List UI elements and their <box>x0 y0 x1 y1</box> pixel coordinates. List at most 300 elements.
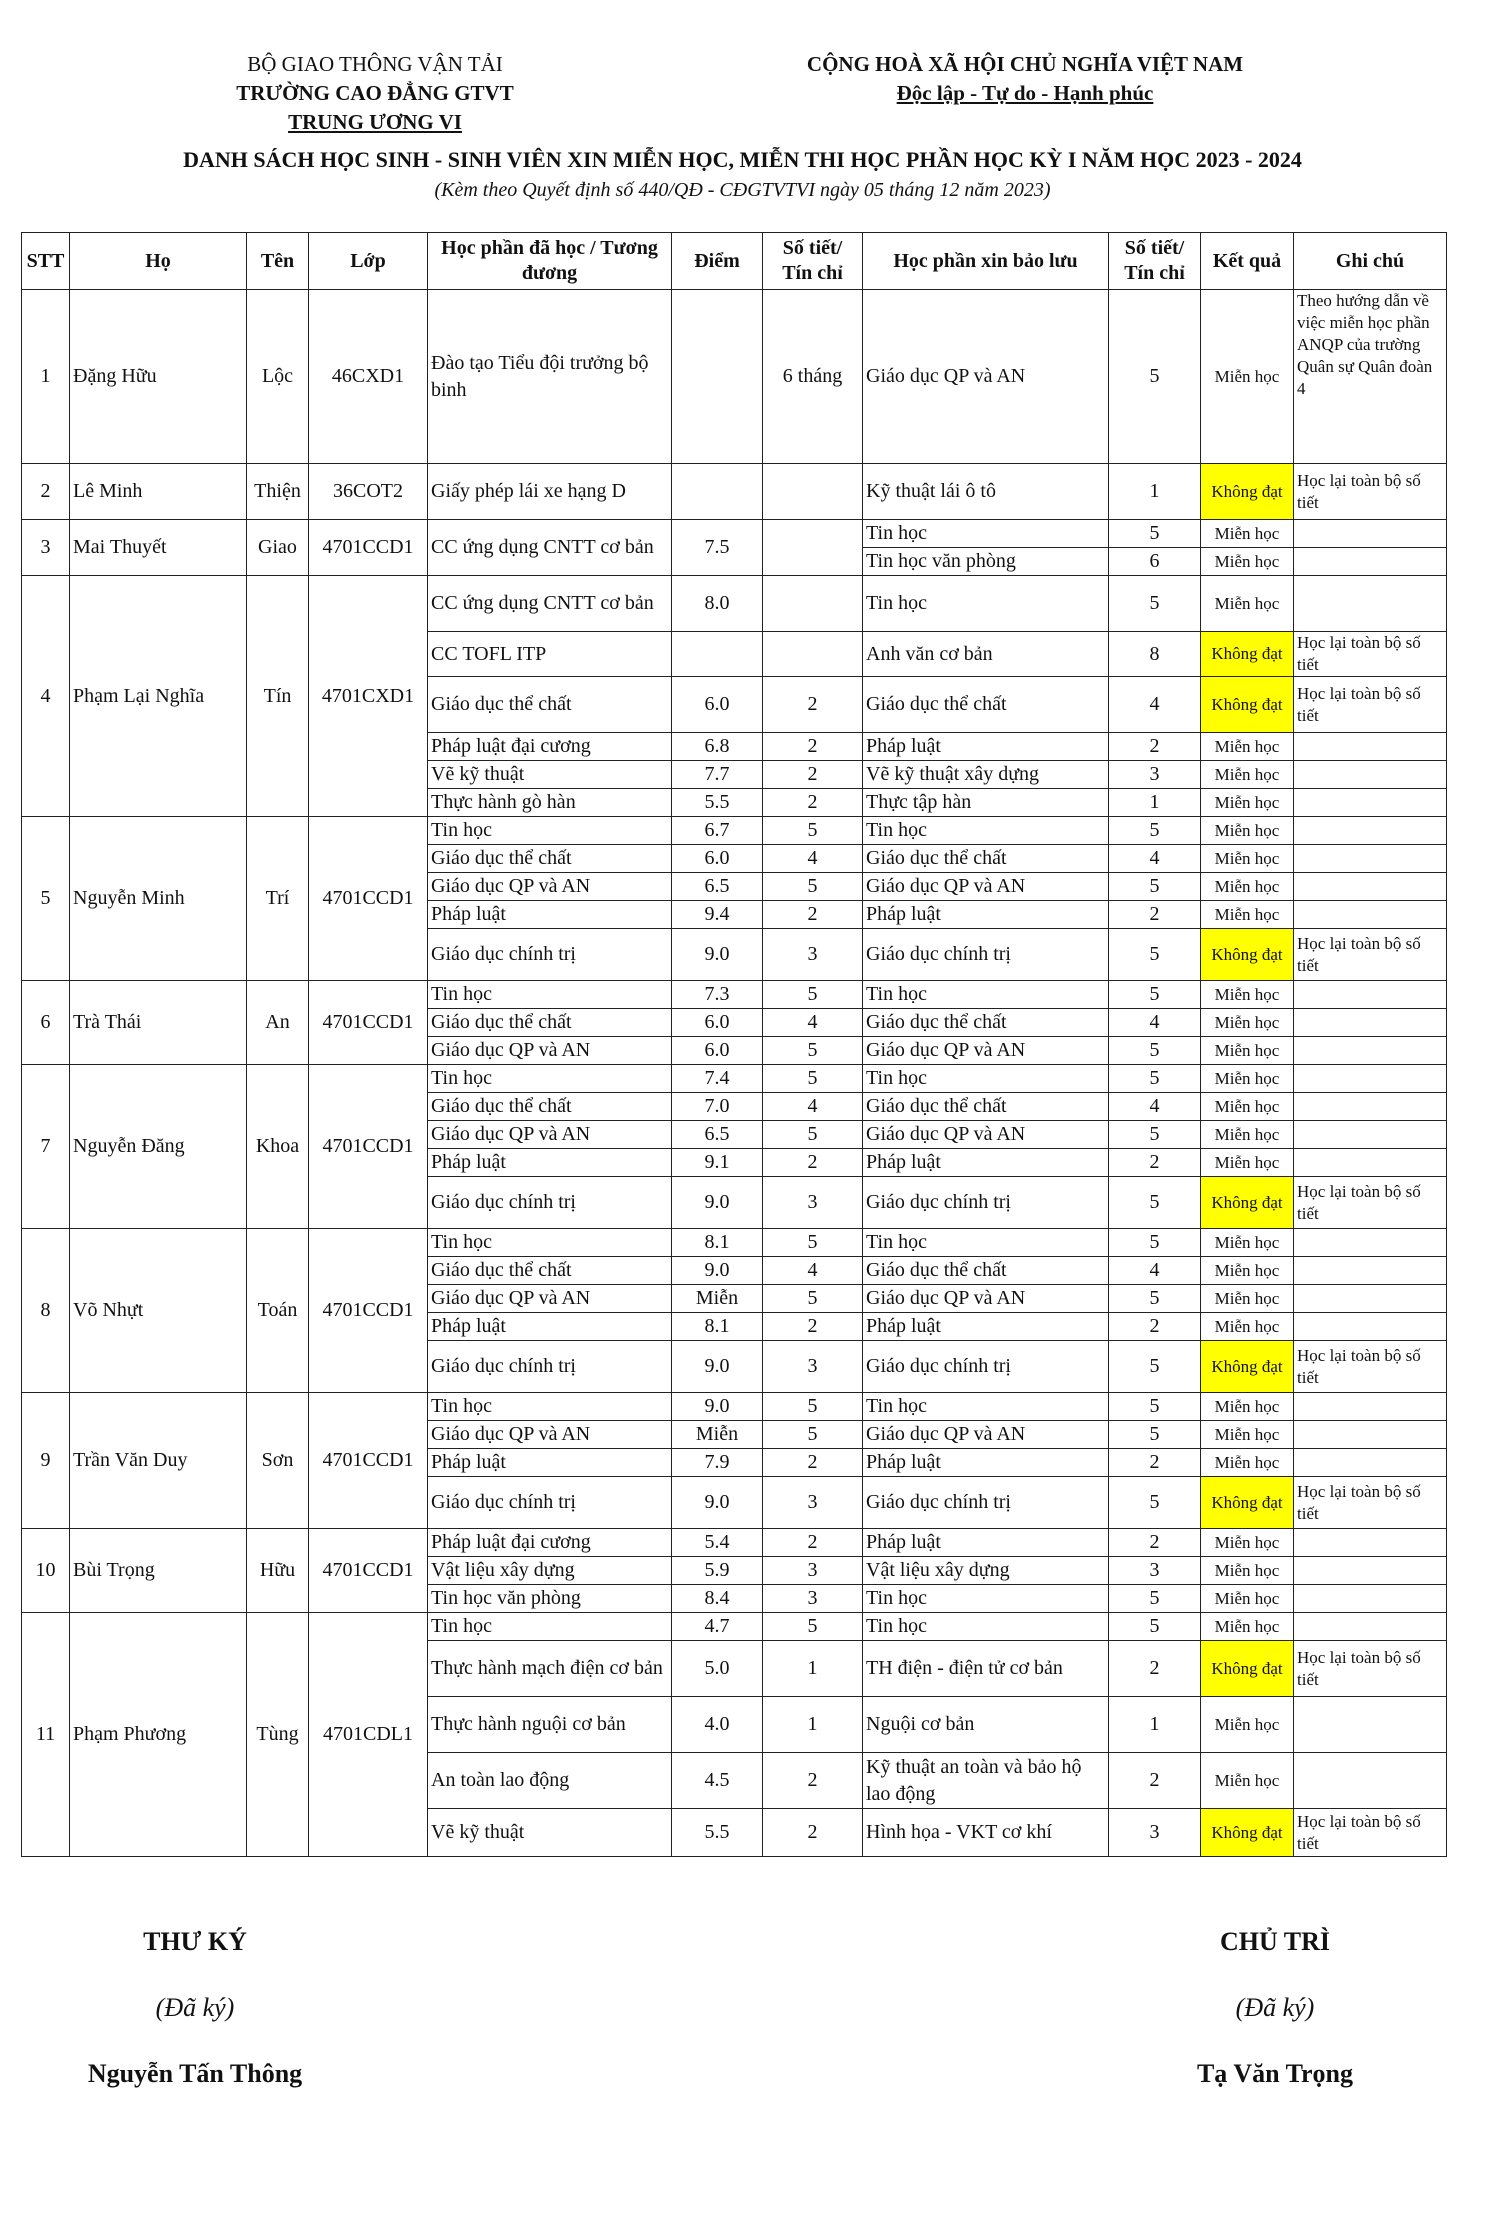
reserved-credits: 4 <box>1109 1009 1201 1037</box>
course-credits: 4 <box>763 845 863 873</box>
course-credits: 5 <box>763 1121 863 1149</box>
reserved-credits: 5 <box>1109 981 1201 1009</box>
result-badge: Miễn học <box>1201 981 1294 1009</box>
result-badge: Miễn học <box>1201 1393 1294 1421</box>
reserved-course: Pháp luật <box>863 1149 1109 1177</box>
note-cell <box>1294 873 1447 901</box>
result-badge: Miễn học <box>1201 761 1294 789</box>
reserved-course: Giáo dục chính trị <box>863 929 1109 981</box>
ministry-name: BỘ GIAO THÔNG VẬN TẢI <box>247 52 503 76</box>
course-score: 6.5 <box>672 1121 763 1149</box>
result-badge: Không đạt <box>1201 929 1294 981</box>
note-cell <box>1294 1285 1447 1313</box>
student-stt: 8 <box>22 1229 70 1393</box>
reserved-course: Tin học <box>863 1613 1109 1641</box>
result-badge: Miễn học <box>1201 1753 1294 1809</box>
col-ten: Tên <box>247 233 309 290</box>
result-badge: Miễn học <box>1201 1009 1294 1037</box>
reserved-course: Giáo dục chính trị <box>863 1477 1109 1529</box>
completed-course: Giáo dục chính trị <box>428 929 672 981</box>
reserved-course: Giáo dục thể chất <box>863 1093 1109 1121</box>
reserved-credits: 5 <box>1109 873 1201 901</box>
student-class: 4701CCD1 <box>309 817 428 981</box>
reserved-course: Giáo dục QP và AN <box>863 1037 1109 1065</box>
result-badge: Không đạt <box>1201 1477 1294 1529</box>
completed-course: Pháp luật <box>428 1149 672 1177</box>
completed-course: Tin học <box>428 1229 672 1257</box>
table-row <box>22 1229 1447 1257</box>
course-score: 9.0 <box>672 1257 763 1285</box>
completed-course: Pháp luật <box>428 1449 672 1477</box>
course-credits <box>763 520 863 576</box>
reserved-credits: 5 <box>1109 576 1201 632</box>
col-hoc-phan-da-hoc: Học phần đã học / Tương đương <box>428 233 672 290</box>
result-badge: Miễn học <box>1201 1313 1294 1341</box>
result-badge: Không đạt <box>1201 464 1294 520</box>
result-badge: Miễn học <box>1201 1557 1294 1585</box>
student-class: 4701CCD1 <box>309 1393 428 1529</box>
note-cell: Học lại toàn bộ số tiết <box>1294 1341 1447 1393</box>
reserved-credits: 5 <box>1109 1229 1201 1257</box>
completed-course: An toàn lao động <box>428 1753 672 1809</box>
course-score: 9.0 <box>672 1393 763 1421</box>
reserved-credits: 3 <box>1109 761 1201 789</box>
course-credits: 5 <box>763 981 863 1009</box>
reserved-credits: 5 <box>1109 1121 1201 1149</box>
note-cell <box>1294 1313 1447 1341</box>
student-class: 4701CCD1 <box>309 520 428 576</box>
col-ho: Họ <box>70 233 247 290</box>
reserved-course: Kỹ thuật an toàn và bảo hộ lao động <box>863 1753 1109 1809</box>
course-credits: 1 <box>763 1641 863 1697</box>
reserved-course: Giáo dục thể chất <box>863 1009 1109 1037</box>
course-credits: 2 <box>763 1449 863 1477</box>
reserved-credits: 5 <box>1109 1477 1201 1529</box>
completed-course: Tin học <box>428 1613 672 1641</box>
reserved-course: Pháp luật <box>863 1313 1109 1341</box>
reserved-course: Tin học <box>863 520 1109 548</box>
course-score: 9.1 <box>672 1149 763 1177</box>
course-credits: 2 <box>763 1149 863 1177</box>
reserved-credits: 5 <box>1109 520 1201 548</box>
completed-course: Giáo dục chính trị <box>428 1177 672 1229</box>
header-right <box>720 50 1330 108</box>
reserved-credits: 5 <box>1109 929 1201 981</box>
note-cell <box>1294 1037 1447 1065</box>
reserved-credits: 5 <box>1109 290 1201 464</box>
result-badge: Miễn học <box>1201 817 1294 845</box>
result-badge: Miễn học <box>1201 1093 1294 1121</box>
course-credits: 5 <box>763 873 863 901</box>
course-credits: 6 tháng <box>763 290 863 464</box>
reserved-credits: 3 <box>1109 1557 1201 1585</box>
note-cell <box>1294 789 1447 817</box>
reserved-credits: 5 <box>1109 1613 1201 1641</box>
course-score <box>672 290 763 464</box>
note-cell <box>1294 1421 1447 1449</box>
reserved-course: Pháp luật <box>863 733 1109 761</box>
reserved-course: Pháp luật <box>863 1449 1109 1477</box>
result-badge: Miễn học <box>1201 1149 1294 1177</box>
course-credits: 5 <box>763 1393 863 1421</box>
note-cell <box>1294 576 1447 632</box>
reserved-course: Tin học văn phòng <box>863 548 1109 576</box>
reserved-course: TH điện - điện tử cơ bản <box>863 1641 1109 1697</box>
note-cell <box>1294 901 1447 929</box>
student-family-name: Nguyễn Đăng <box>70 1065 247 1229</box>
note-cell <box>1294 1753 1447 1809</box>
completed-course: CC ứng dụng CNTT cơ bản <box>428 520 672 576</box>
note-cell <box>1294 1229 1447 1257</box>
col-so-tiet-2: Số tiết/ Tín chỉ <box>1109 233 1201 290</box>
note-cell: Theo hướng dẫn về việc miễn học phần ANQP của trường Quân sự Quân đoàn 4 <box>1294 290 1447 464</box>
course-score: 7.3 <box>672 981 763 1009</box>
student-family-name: Đặng Hữu <box>70 290 247 464</box>
student-stt: 11 <box>22 1613 70 1857</box>
completed-course: Vẽ kỹ thuật <box>428 761 672 789</box>
table-row <box>22 1065 1447 1093</box>
reserved-credits: 2 <box>1109 1641 1201 1697</box>
result-badge: Không đạt <box>1201 632 1294 677</box>
reserved-course: Vật liệu xây dựng <box>863 1557 1109 1585</box>
student-class: 4701CCD1 <box>309 1529 428 1613</box>
student-given-name: Sơn <box>247 1393 309 1529</box>
reserved-course: Tin học <box>863 1393 1109 1421</box>
table-header-row <box>22 233 1447 290</box>
result-badge: Miễn học <box>1201 1285 1294 1313</box>
col-lop: Lớp <box>309 233 428 290</box>
student-family-name: Mai Thuyết <box>70 520 247 576</box>
student-given-name: Lộc <box>247 290 309 464</box>
course-score: 5.0 <box>672 1641 763 1697</box>
completed-course: Tin học <box>428 981 672 1009</box>
completed-course: CC TOFL ITP <box>428 632 672 677</box>
student-given-name: An <box>247 981 309 1065</box>
result-badge: Miễn học <box>1201 290 1294 464</box>
result-badge: Miễn học <box>1201 520 1294 548</box>
completed-course: Tin học văn phòng <box>428 1585 672 1613</box>
student-given-name: Giao <box>247 520 309 576</box>
reserved-course: Pháp luật <box>863 901 1109 929</box>
course-credits: 2 <box>763 1753 863 1809</box>
result-badge: Miễn học <box>1201 1037 1294 1065</box>
course-score: 7.4 <box>672 1065 763 1093</box>
table-row <box>22 1393 1447 1421</box>
completed-course: Vật liệu xây dựng <box>428 1557 672 1585</box>
course-score: 5.9 <box>672 1557 763 1585</box>
national-title: CỘNG HOÀ XÃ HỘI CHỦ NGHĨA VIỆT NAM <box>806 52 1244 76</box>
reserved-credits: 2 <box>1109 1529 1201 1557</box>
col-stt: STT <box>22 233 70 290</box>
course-score: 8.1 <box>672 1313 763 1341</box>
reserved-course: Giáo dục chính trị <box>863 1177 1109 1229</box>
course-credits: 3 <box>763 1177 863 1229</box>
course-credits: 5 <box>763 1037 863 1065</box>
reserved-credits: 5 <box>1109 1037 1201 1065</box>
reserved-credits: 2 <box>1109 733 1201 761</box>
course-score: 6.8 <box>672 733 763 761</box>
student-stt: 10 <box>22 1529 70 1613</box>
note-cell <box>1294 981 1447 1009</box>
course-score: 4.7 <box>672 1613 763 1641</box>
course-credits: 2 <box>763 733 863 761</box>
reserved-course: Vẽ kỹ thuật xây dựng <box>863 761 1109 789</box>
result-badge: Miễn học <box>1201 1613 1294 1641</box>
course-credits <box>763 464 863 520</box>
note-cell <box>1294 1697 1447 1753</box>
course-credits <box>763 632 863 677</box>
reserved-course: Giáo dục QP và AN <box>863 1421 1109 1449</box>
completed-course: Pháp luật đại cương <box>428 733 672 761</box>
reserved-course: Giáo dục QP và AN <box>863 290 1109 464</box>
student-class: 4701CDL1 <box>309 1613 428 1857</box>
course-credits: 2 <box>763 789 863 817</box>
signature-left <box>30 1927 360 2089</box>
note-cell <box>1294 1613 1447 1641</box>
course-score: 6.5 <box>672 873 763 901</box>
school-region: TRUNG ƯƠNG VI <box>288 110 462 134</box>
note-cell <box>1294 1585 1447 1613</box>
school-name: TRƯỜNG CAO ĐẲNG GTVT <box>236 81 514 105</box>
national-motto: Độc lập - Tự do - Hạnh phúc <box>896 81 1154 105</box>
completed-course: Giáo dục QP và AN <box>428 873 672 901</box>
course-score: 7.9 <box>672 1449 763 1477</box>
completed-course: Giáo dục QP và AN <box>428 1037 672 1065</box>
course-credits: 5 <box>763 1421 863 1449</box>
course-credits: 3 <box>763 929 863 981</box>
reserved-course: Tin học <box>863 1229 1109 1257</box>
result-badge: Không đạt <box>1201 1341 1294 1393</box>
result-badge: Không đạt <box>1201 677 1294 733</box>
course-credits <box>763 576 863 632</box>
reserved-course: Giáo dục thể chất <box>863 1257 1109 1285</box>
note-cell <box>1294 1149 1447 1177</box>
student-class: 46CXD1 <box>309 290 428 464</box>
student-family-name: Phạm Phương <box>70 1613 247 1857</box>
course-score: 8.4 <box>672 1585 763 1613</box>
reserved-credits: 6 <box>1109 548 1201 576</box>
reserved-credits: 2 <box>1109 1313 1201 1341</box>
student-class: 4701CCD1 <box>309 1065 428 1229</box>
table-row <box>22 817 1447 845</box>
course-credits: 5 <box>763 1285 863 1313</box>
completed-course: Tin học <box>428 1065 672 1093</box>
reserved-credits: 2 <box>1109 901 1201 929</box>
note-cell: Học lại toàn bộ số tiết <box>1294 677 1447 733</box>
course-credits: 5 <box>763 817 863 845</box>
chair-role: CHỦ TRÌ <box>1219 1927 1331 1956</box>
completed-course: CC ứng dụng CNTT cơ bản <box>428 576 672 632</box>
course-score: 9.4 <box>672 901 763 929</box>
table-row <box>22 1529 1447 1557</box>
course-score: 4.0 <box>672 1697 763 1753</box>
header-left <box>140 50 610 137</box>
student-given-name: Khoa <box>247 1065 309 1229</box>
course-credits: 4 <box>763 1257 863 1285</box>
col-hoc-phan-bao-luu: Học phần xin bảo lưu <box>863 233 1109 290</box>
course-score: 7.7 <box>672 761 763 789</box>
note-cell: Học lại toàn bộ số tiết <box>1294 1641 1447 1697</box>
course-credits: 2 <box>763 1809 863 1857</box>
reserved-course: Giáo dục chính trị <box>863 1341 1109 1393</box>
col-ghi-chu: Ghi chú <box>1294 233 1447 290</box>
note-cell <box>1294 1093 1447 1121</box>
student-stt: 6 <box>22 981 70 1065</box>
completed-course: Vẽ kỹ thuật <box>428 1809 672 1857</box>
reserved-credits: 5 <box>1109 1585 1201 1613</box>
table-body <box>22 290 1447 1857</box>
student-given-name: Trí <box>247 817 309 981</box>
result-badge: Miễn học <box>1201 1257 1294 1285</box>
note-cell: Học lại toàn bộ số tiết <box>1294 1477 1447 1529</box>
reserved-course: Giáo dục QP và AN <box>863 873 1109 901</box>
course-score: 5.4 <box>672 1529 763 1557</box>
course-score: 7.5 <box>672 520 763 576</box>
reserved-course: Tin học <box>863 981 1109 1009</box>
course-credits: 2 <box>763 901 863 929</box>
student-stt: 9 <box>22 1393 70 1529</box>
result-badge: Miễn học <box>1201 1585 1294 1613</box>
chair-signed: (Đã ký) <box>1235 1993 1315 2022</box>
note-cell <box>1294 1529 1447 1557</box>
course-score: 9.0 <box>672 1177 763 1229</box>
reserved-course: Kỹ thuật lái ô tô <box>863 464 1109 520</box>
note-cell <box>1294 1449 1447 1477</box>
completed-course: Giấy phép lái xe hạng D <box>428 464 672 520</box>
student-family-name: Phạm Lại Nghĩa <box>70 576 247 817</box>
reserved-course: Tin học <box>863 576 1109 632</box>
student-family-name: Trần Văn Duy <box>70 1393 247 1529</box>
student-given-name: Thiện <box>247 464 309 520</box>
course-score: 6.0 <box>672 1037 763 1065</box>
course-credits: 5 <box>763 1065 863 1093</box>
result-badge: Không đạt <box>1201 1641 1294 1697</box>
course-score: 9.0 <box>672 1341 763 1393</box>
table-row <box>22 290 1447 464</box>
result-badge: Miễn học <box>1201 548 1294 576</box>
reserved-credits: 2 <box>1109 1449 1201 1477</box>
secretary-role: THƯ KÝ <box>143 1927 247 1956</box>
table-row <box>22 1613 1447 1641</box>
reserved-credits: 2 <box>1109 1753 1201 1809</box>
note-cell <box>1294 761 1447 789</box>
course-score <box>672 464 763 520</box>
course-credits: 3 <box>763 1341 863 1393</box>
result-badge: Miễn học <box>1201 1697 1294 1753</box>
student-class: 4701CCD1 <box>309 981 428 1065</box>
note-cell <box>1294 1121 1447 1149</box>
course-score: 6.0 <box>672 1009 763 1037</box>
completed-course: Thực hành gò hàn <box>428 789 672 817</box>
note-cell: Học lại toàn bộ số tiết <box>1294 632 1447 677</box>
result-badge: Miễn học <box>1201 576 1294 632</box>
reserved-course: Thực tập hàn <box>863 789 1109 817</box>
note-cell <box>1294 548 1447 576</box>
student-stt: 3 <box>22 520 70 576</box>
reserved-course: Tin học <box>863 1065 1109 1093</box>
result-badge: Không đạt <box>1201 1177 1294 1229</box>
course-score: 5.5 <box>672 789 763 817</box>
note-cell <box>1294 733 1447 761</box>
course-score: 6.0 <box>672 845 763 873</box>
completed-course: Đào tạo Tiểu đội trưởng bộ binh <box>428 290 672 464</box>
course-score: 7.0 <box>672 1093 763 1121</box>
reserved-credits: 5 <box>1109 1341 1201 1393</box>
course-credits: 4 <box>763 1009 863 1037</box>
document-title: DANH SÁCH HỌC SINH - SINH VIÊN XIN MIỄN HỌC, MIỄN THI HỌC PHẦN HỌC KỲ I NĂM HỌC 2023 - 2024 <box>183 147 1302 172</box>
student-family-name: Nguyễn Minh <box>70 817 247 981</box>
completed-course: Tin học <box>428 1393 672 1421</box>
exemption-table <box>21 232 1447 1857</box>
reserved-course: Tin học <box>863 817 1109 845</box>
note-cell <box>1294 520 1447 548</box>
result-badge: Không đạt <box>1201 1809 1294 1857</box>
reserved-credits: 5 <box>1109 1393 1201 1421</box>
student-stt: 4 <box>22 576 70 817</box>
student-class: 4701CXD1 <box>309 576 428 817</box>
completed-course: Giáo dục QP và AN <box>428 1285 672 1313</box>
reserved-course: Tin học <box>863 1585 1109 1613</box>
student-family-name: Trà Thái <box>70 981 247 1065</box>
reserved-credits: 5 <box>1109 817 1201 845</box>
course-credits: 2 <box>763 677 863 733</box>
completed-course: Giáo dục thể chất <box>428 677 672 733</box>
student-given-name: Toán <box>247 1229 309 1393</box>
note-cell: Học lại toàn bộ số tiết <box>1294 1809 1447 1857</box>
student-class: 4701CCD1 <box>309 1229 428 1393</box>
course-credits: 3 <box>763 1585 863 1613</box>
course-credits: 2 <box>763 761 863 789</box>
completed-course: Giáo dục thể chất <box>428 845 672 873</box>
student-stt: 5 <box>22 817 70 981</box>
course-credits: 5 <box>763 1229 863 1257</box>
course-credits: 3 <box>763 1477 863 1529</box>
result-badge: Miễn học <box>1201 1449 1294 1477</box>
student-family-name: Bùi Trọng <box>70 1529 247 1613</box>
result-badge: Miễn học <box>1201 845 1294 873</box>
student-stt: 7 <box>22 1065 70 1229</box>
result-badge: Miễn học <box>1201 733 1294 761</box>
reserved-course: Nguội cơ bản <box>863 1697 1109 1753</box>
completed-course: Giáo dục thể chất <box>428 1093 672 1121</box>
note-cell <box>1294 845 1447 873</box>
reserved-credits: 5 <box>1109 1421 1201 1449</box>
course-score: 4.5 <box>672 1753 763 1809</box>
completed-course: Tin học <box>428 817 672 845</box>
completed-course: Pháp luật <box>428 901 672 929</box>
result-badge: Miễn học <box>1201 1229 1294 1257</box>
completed-course: Thực hành mạch điện cơ bản <box>428 1641 672 1697</box>
note-cell: Học lại toàn bộ số tiết <box>1294 464 1447 520</box>
reserved-credits: 4 <box>1109 845 1201 873</box>
completed-course: Pháp luật <box>428 1313 672 1341</box>
completed-course: Giáo dục QP và AN <box>428 1421 672 1449</box>
col-so-tiet: Số tiết/ Tín chỉ <box>763 233 863 290</box>
chair-name: Tạ Văn Trọng <box>1196 2059 1354 2088</box>
student-given-name: Tùng <box>247 1613 309 1857</box>
course-score: 6.0 <box>672 677 763 733</box>
table-row <box>22 981 1447 1009</box>
note-cell <box>1294 1557 1447 1585</box>
result-badge: Miễn học <box>1201 901 1294 929</box>
course-credits: 5 <box>763 1613 863 1641</box>
course-score: 5.5 <box>672 1809 763 1857</box>
completed-course: Giáo dục thể chất <box>428 1257 672 1285</box>
student-given-name: Tín <box>247 576 309 817</box>
completed-course: Giáo dục thể chất <box>428 1009 672 1037</box>
reserved-credits: 4 <box>1109 1093 1201 1121</box>
student-class: 36COT2 <box>309 464 428 520</box>
